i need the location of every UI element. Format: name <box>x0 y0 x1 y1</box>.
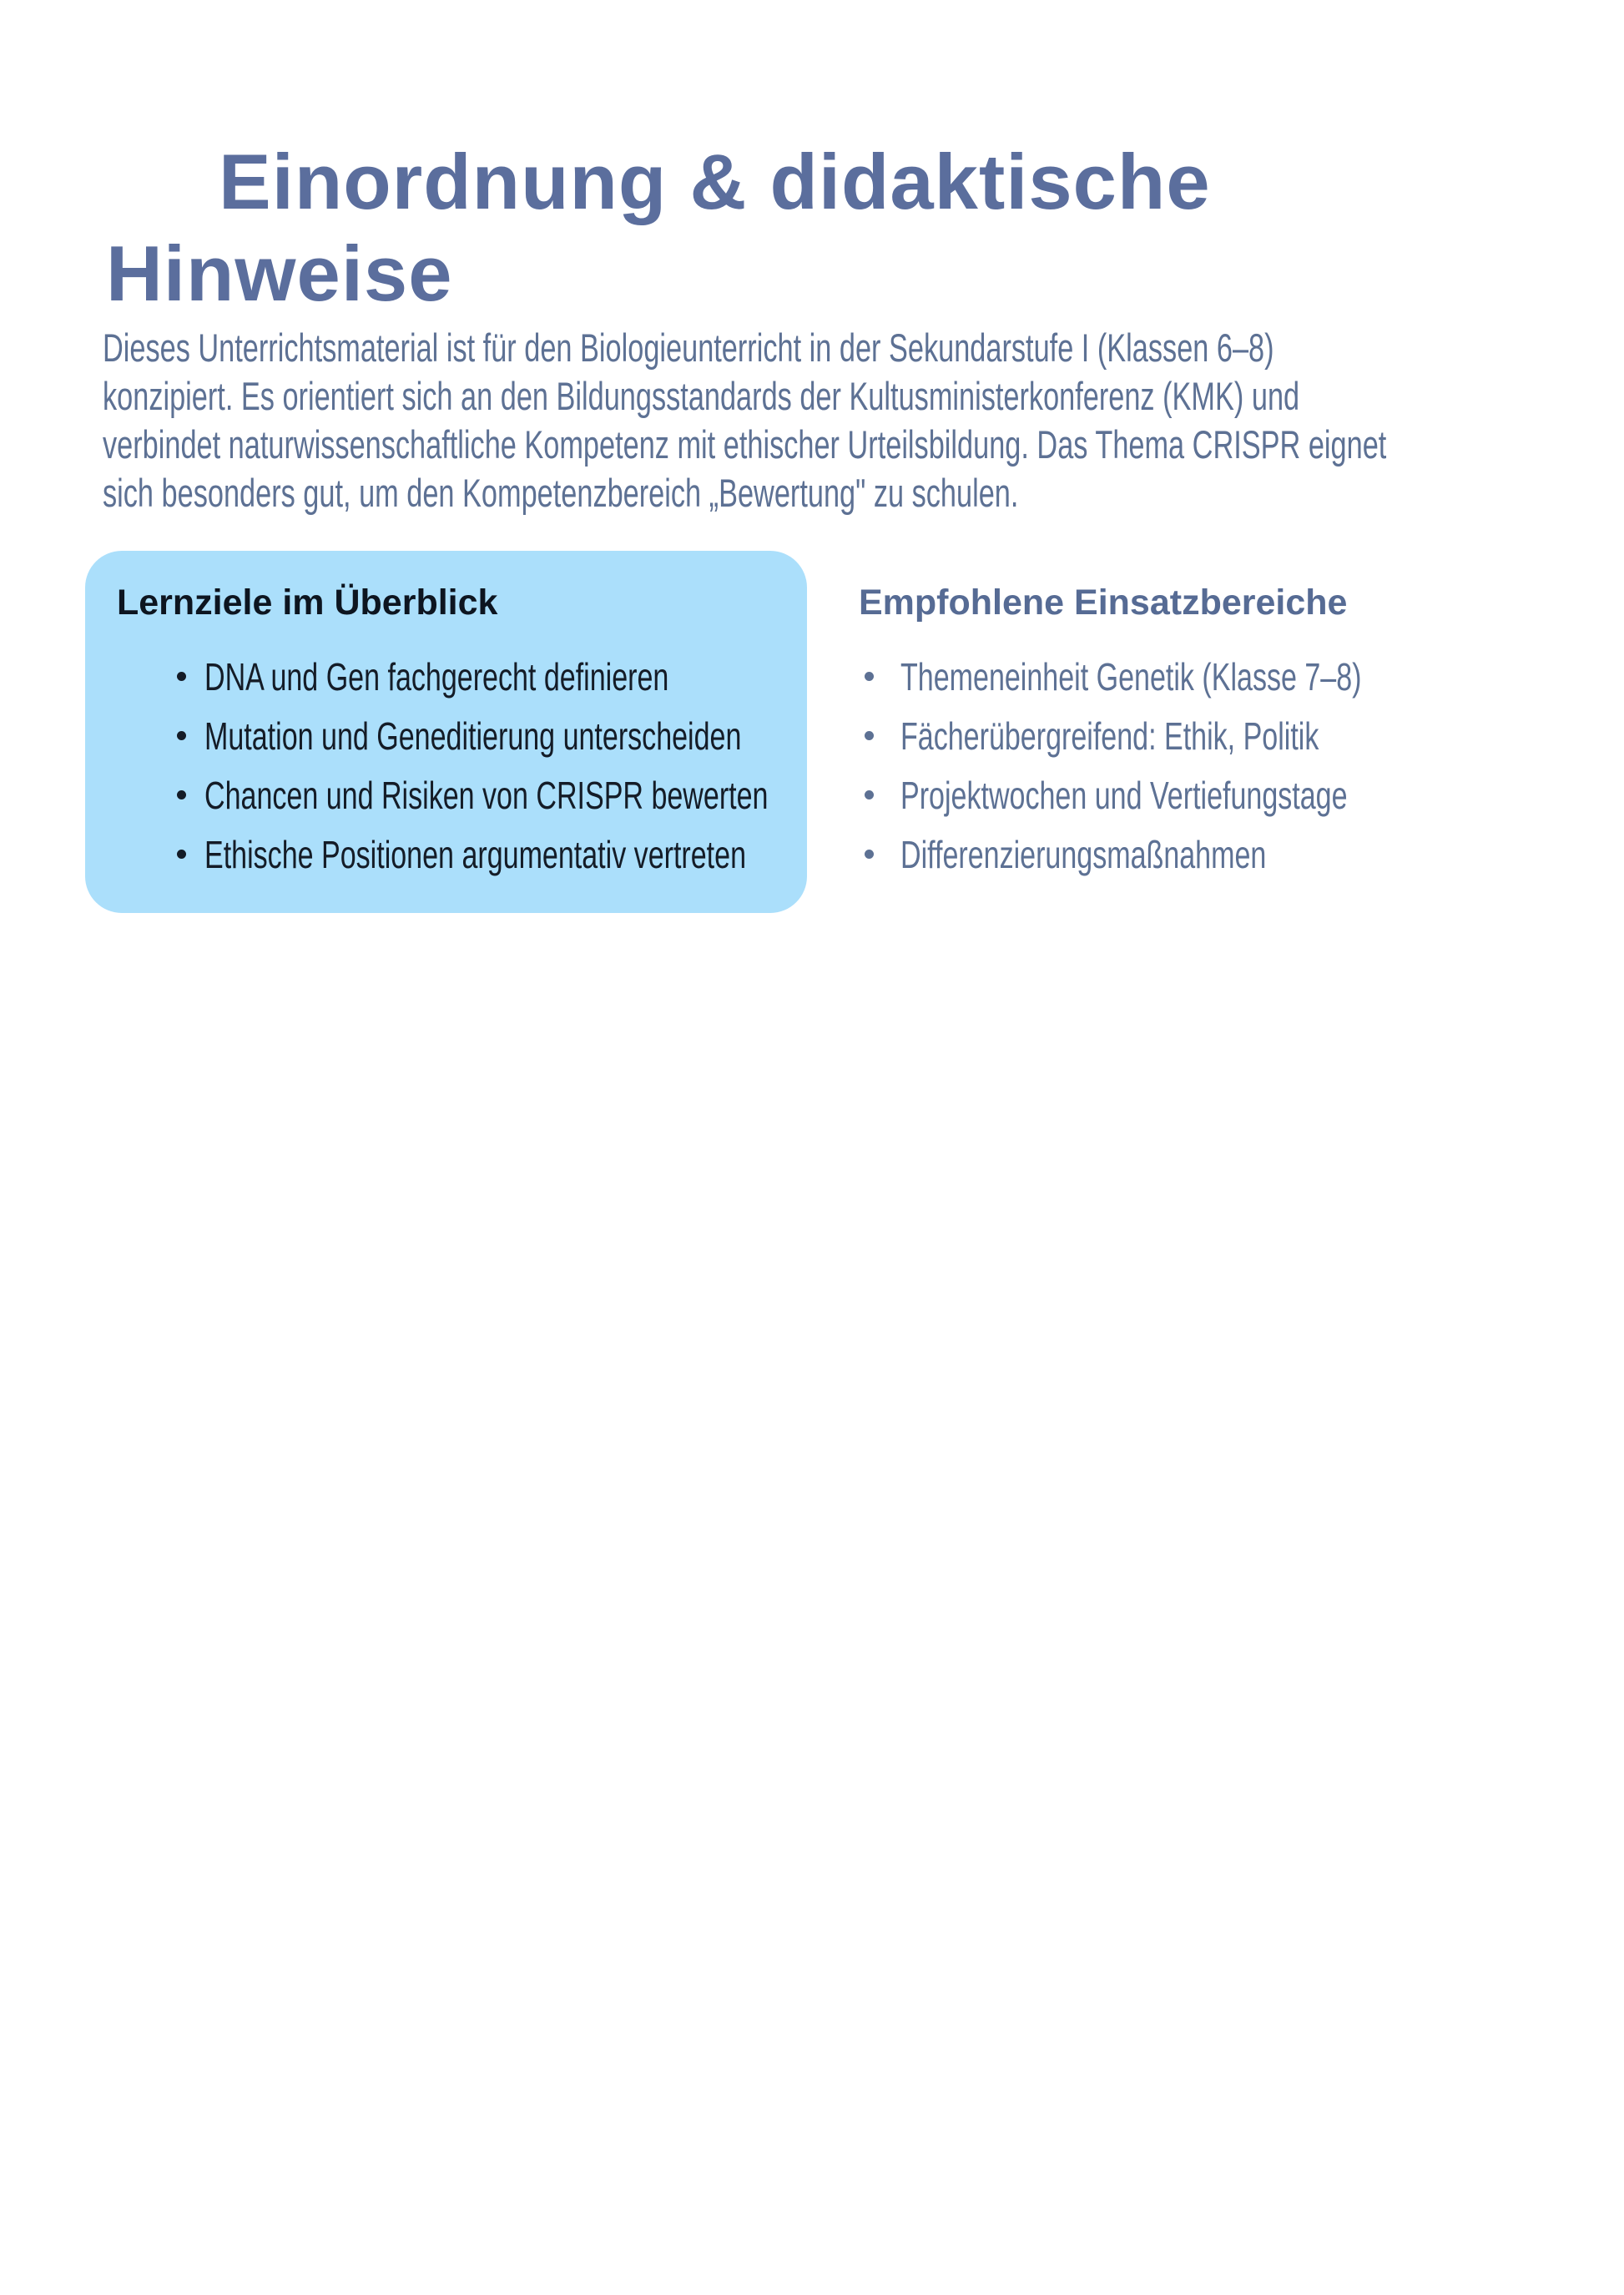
list-item-label: DNA und Gen fachgerecht definieren <box>204 655 669 699</box>
intro-line-1: Dieses Unterrichtsmaterial ist für den Biologieunterricht in der Sekundarstufe I (Klassen 6–8) <box>103 325 1274 370</box>
list-item <box>859 825 1499 885</box>
bullet-icon <box>177 790 186 799</box>
list-item-label: Projektwochen und Vertiefungstage <box>900 774 1348 817</box>
learning-goals-card <box>85 551 807 913</box>
list-item <box>117 766 790 825</box>
intro-line-2: konzipiert. Es orientiert sich an den Bildungsstandards der Kultusministerkonferenz (KMK) und <box>103 374 1300 418</box>
list-item <box>117 707 790 766</box>
content-columns <box>85 551 1499 913</box>
list-item-label: Differenzierungsmaßnahmen <box>900 833 1267 876</box>
bullet-icon <box>865 731 874 740</box>
list-item <box>859 707 1499 766</box>
bullet-icon <box>865 672 874 681</box>
use-areas-list <box>859 648 1499 885</box>
page-title-line-2: Hinweise <box>106 229 453 317</box>
bullet-icon <box>177 850 186 859</box>
list-item <box>117 825 790 885</box>
intro-line-4: sich besonders gut, um den Kompetenzbereich „Bewertung" zu schulen. <box>103 471 1019 515</box>
list-item <box>117 648 790 707</box>
list-item <box>859 766 1499 825</box>
intro-line-3: verbindet naturwissenschaftliche Kompetenz mit ethischer Urteilsbildung. Das Thema CRISPR eignet <box>103 422 1387 467</box>
bullet-icon <box>177 731 186 740</box>
learning-goals-list <box>117 648 790 885</box>
page-title-line-1: Einordnung & didaktische <box>219 137 1211 225</box>
list-item-label: Mutation und Geneditierung unterscheiden <box>204 714 742 758</box>
intro-paragraph <box>103 324 1386 517</box>
learning-goals-heading: Lernziele im Überblick <box>117 583 498 623</box>
list-item-label: Chancen und Risiken von CRISPR bewerten <box>204 774 769 817</box>
use-areas-section <box>859 551 1499 885</box>
use-areas-heading: Empfohlene Einsatzbereiche <box>859 583 1348 623</box>
bullet-icon <box>177 672 186 681</box>
list-item-label: Themeneinheit Genetik (Klasse 7–8) <box>900 655 1362 699</box>
list-item-label: Ethische Positionen argumentativ vertreten <box>204 833 747 876</box>
page-title <box>106 136 1525 320</box>
bullet-icon <box>865 850 874 859</box>
list-item <box>859 648 1499 707</box>
list-item-label: Fächerübergreifend: Ethik, Politik <box>900 714 1319 758</box>
bullet-icon <box>865 790 874 799</box>
